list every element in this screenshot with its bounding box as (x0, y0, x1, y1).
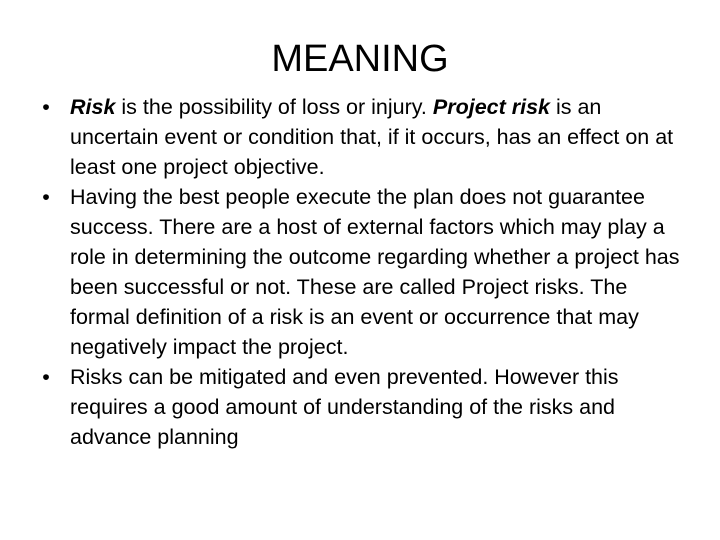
bullet-text: is the possibility of loss or injury. (115, 95, 433, 119)
bullet-list (36, 92, 686, 452)
bullet-item (36, 182, 686, 362)
bullet-dot-icon: • (42, 185, 50, 209)
term-risk: Risk (70, 95, 116, 119)
term-project-risk: Project risk (432, 95, 550, 119)
bullet-dot-icon: • (42, 95, 50, 119)
bullet-item (36, 362, 686, 452)
bullet-item (36, 92, 686, 182)
bullet-text: Having the best people execute the plan does not guarantee success. There are a host of external factors which may play a role in determining the outcome regarding whether a project has been successful or not. These are called Project risks. The formal definition of a risk is an event or occurrence that may negatively impact the project. (70, 185, 680, 359)
bullet-dot-icon: • (42, 365, 50, 389)
slide-title: MEANING (271, 38, 449, 80)
bullet-text: is an uncertain event or condition that, if it occurs, has an effect on at least one project objective. (70, 95, 674, 179)
bullet-text: Risks can be mitigated and even prevented. However this requires a good amount of understanding of the risks and advance planning (70, 365, 619, 449)
